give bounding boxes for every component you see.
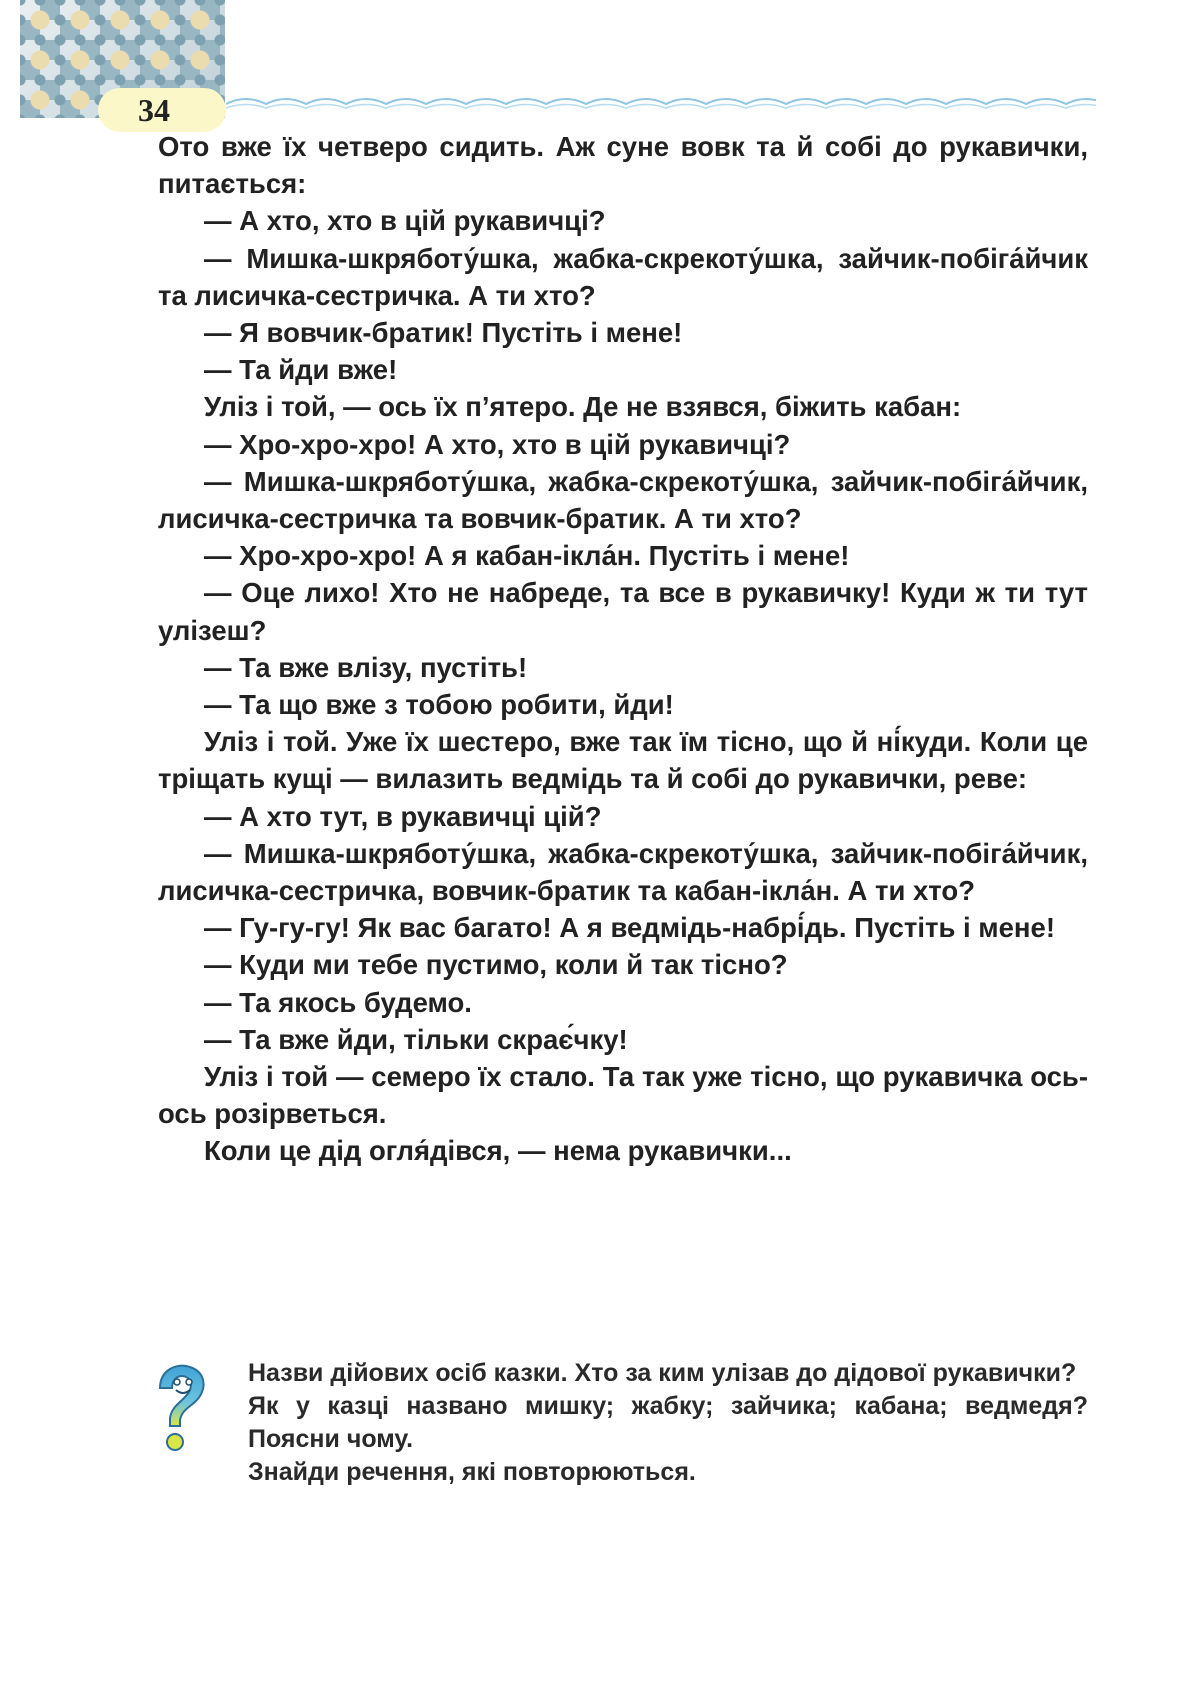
story-paragraph: — Мишка-шкряботу́шка, жабка-скрекоту́шка, зайчик-побіга́йчик, лисичка-сестричка та вовчик-братик. А ти хто? [158,465,1088,535]
story-paragraph: — А хто тут, в рукавичці цій? [204,800,602,832]
question-item: Як у казці названо мишку; жабку; зайчика; кабана; ведмедя? Поясни чому. [248,1392,1088,1453]
question-item: Знайди речення, які повторюються. [248,1458,696,1486]
page-number: 34 [98,88,226,132]
story-paragraph: Уліз і той. Уже їх шестеро, вже так їм тісно, що й ні́куди. Коли це тріщать кущі — вилазить ведмідь та й собі до рукавички, реве: [158,726,1088,795]
story-paragraph: — А хто, хто в цій рукавичці? [204,205,606,237]
story-text [158,128,1088,1170]
story-paragraph: Коли це дід огля́дівся, — нема рукавички... [204,1135,792,1167]
story-paragraph: — Та вже влізу, пустіть! [204,651,528,683]
story-paragraph: — Я вовчик-братик! Пустіть і мене! [204,317,683,349]
story-paragraph: — Та що вже з тобою робити, йди! [204,689,674,721]
story-paragraph: — Та вже йди, тільки скрає́чку! [204,1023,628,1055]
story-paragraph: — Та йди вже! [204,354,398,386]
question-item: Назви дійових осіб казки. Хто за ким улізав до дідової рукавички? [248,1359,1077,1387]
story-paragraph: — Хро-хро-хро! А я кабан-ікла́н. Пустіть і мене! [204,540,850,572]
story-paragraph: — Хро-хро-хро! А хто, хто в цій рукавичці? [204,428,791,460]
questions-block [248,1357,1088,1489]
story-paragraph: Ото вже їх четверо сидить. Аж суне вовк та й собі до рукавички, питається: [158,131,1088,200]
story-paragraph: — Мишка-шкряботу́шка, жабка-скрекоту́шка, зайчик-побіга́йчик та лисичка-сестричка. А ти хто? [158,242,1088,311]
story-paragraph: — Та якось будемо. [204,986,472,1018]
story-paragraph: — Куди ми тебе пустимо, коли й так тісно? [204,949,788,981]
wave-decoration [226,90,1096,114]
story-paragraph: — Оце лихо! Хто не набреде, та все в рукавичку! Куди ж ти тут улізеш? [158,577,1088,646]
question-mark-icon [150,1360,212,1456]
story-paragraph: — Гу-гу-гу! Як вас багато! А я ведмідь-набрі́дь. Пустіть і мене! [204,912,1055,944]
story-paragraph: Уліз і той — семеро їх стало. Та так уже тісно, що рукавичка ось-ось розірветься. [158,1061,1088,1130]
story-paragraph: — Мишка-шкряботу́шка, жабка-скрекоту́шка, зайчик-побіга́йчик, лисичка-сестричка, вовчик-братик та кабан-ікла́н. А ти хто? [158,837,1088,907]
story-paragraph: Уліз і той, — ось їх п’ятеро. Де не взявся, біжить кабан: [204,391,962,423]
